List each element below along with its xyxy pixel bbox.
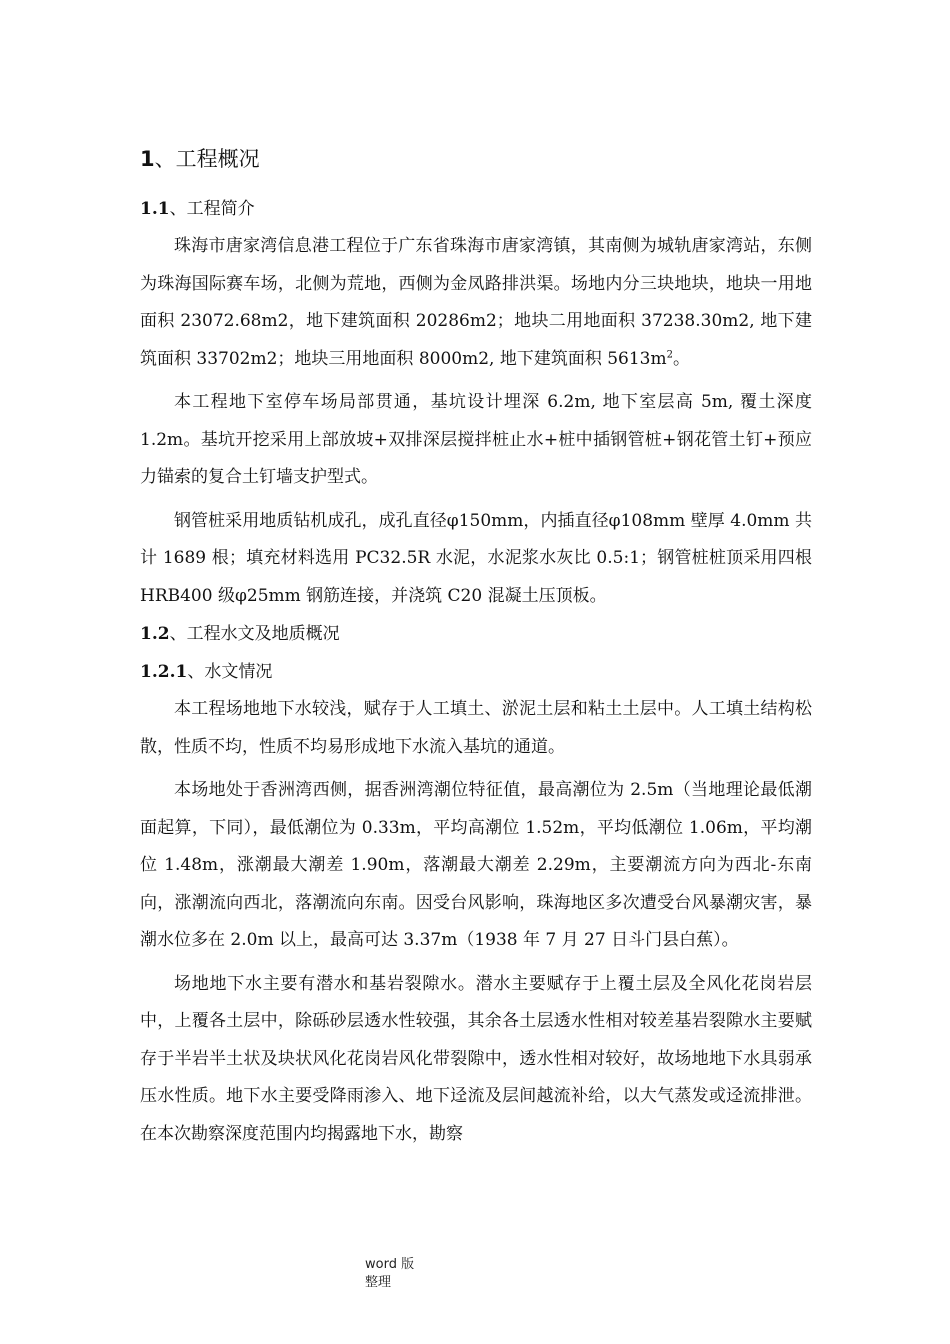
section-title: 、水文情况 <box>187 662 273 682</box>
section-title: 、工程水文及地质概况 <box>169 624 340 644</box>
footer-line-1: word 版 <box>365 1257 415 1272</box>
paragraph-tide: 本场地处于香洲湾西侧，据香洲湾潮位特征值，最高潮位为 2.5m（当地理论最低潮面起算，下同），最低潮位为 0.33m，平均高潮位 1.52m，平均低潮位 1.06m，平均潮位 1.48m，涨潮最大潮差 1.90m，落潮最大潮差 2.29m，主要潮流方向为西北-东南向，涨潮流向西北，落潮流向东南。因受台风影响，珠海地区多次遭受台风暴潮灾害，暴潮水位多在 2.0m 以上，最高可达 3.37m（1938 年 7 月 27 日斗门县白蕉）。 <box>140 780 812 950</box>
paragraph-end: 。 <box>673 348 690 369</box>
chapter-heading <box>140 142 812 176</box>
section-number: 1.1 <box>140 199 170 219</box>
paragraph-groundwater: 本工程场地地下水较浅，赋存于人工填土、淤泥土层和粘土土层中。人工填土结构松散，性质不均，性质不均易形成地下水流入基坑的通道。 <box>140 699 812 757</box>
section-heading-1-2-1 <box>140 653 812 691</box>
paragraph-aquifer: 场地地下水主要有潜水和基岩裂隙水。潜水主要赋存于上覆土层及全风化花岗岩层中，上覆各土层中，除砾砂层透水性较强，其余各土层透水性相对较差基岩裂隙水主要赋存于半岩半土状及块状风化花岗岩风化带裂隙中，透水性相对较好，故场地地下水具弱承压水性质。地下水主要受降雨渗入、地下迳流及层间越流补给，以大气蒸发或迳流排泄。在本次勘察深度范围内均揭露地下水，勘察 <box>140 973 812 1144</box>
paragraph-project-location <box>140 228 812 378</box>
section-number: 1.2.1 <box>140 662 188 682</box>
paragraph-text: 珠海市唐家湾信息港工程位于广东省珠海市唐家湾镇，其南侧为城轨唐家湾站，东侧为珠海国际赛车场，北侧为荒地，西侧为金凤路排洪渠。场地内分三块地块，地块一用地面积 23072.68m2，地下建筑面积 20286m2；地块二用地面积 37238.30m2, 地下建筑面积 33702m2；地块三用地面积 8000m2, 地下建筑面积 5613m <box>140 236 812 369</box>
chapter-title: 、工程概况 <box>154 147 260 171</box>
section-heading-1-2 <box>140 615 812 653</box>
document-body <box>140 142 812 1153</box>
paragraph-excavation: 本工程地下室停车场局部贯通，基坑设计埋深 6.2m, 地下室层高 5m, 覆土深度 1.2m。基坑开挖采用上部放坡+双排深层搅拌桩止水+桩中插钢管桩+钢花管土钉+预应力锚索的复合土钉墙支护型式。 <box>140 392 812 487</box>
chapter-number: 1 <box>140 147 155 171</box>
section-number: 1.2 <box>140 624 170 644</box>
page-footer <box>365 1256 414 1292</box>
superscript: 2 <box>666 348 673 360</box>
section-heading-1-1 <box>140 190 812 228</box>
footer-line-2: 整理 <box>365 1275 392 1290</box>
section-title: 、工程简介 <box>169 199 255 219</box>
paragraph-steel-pile: 钢管桩采用地质钻机成孔，成孔直径φ150mm，内插直径φ108mm 壁厚 4.0mm 共计 1689 根；填充材料选用 PC32.5R 水泥，水泥浆水灰比 0.5:1；钢管桩桩顶采用四根 HRB400 级φ25mm 钢筋连接，并浇筑 C20 混凝土压顶板。 <box>140 510 812 606</box>
